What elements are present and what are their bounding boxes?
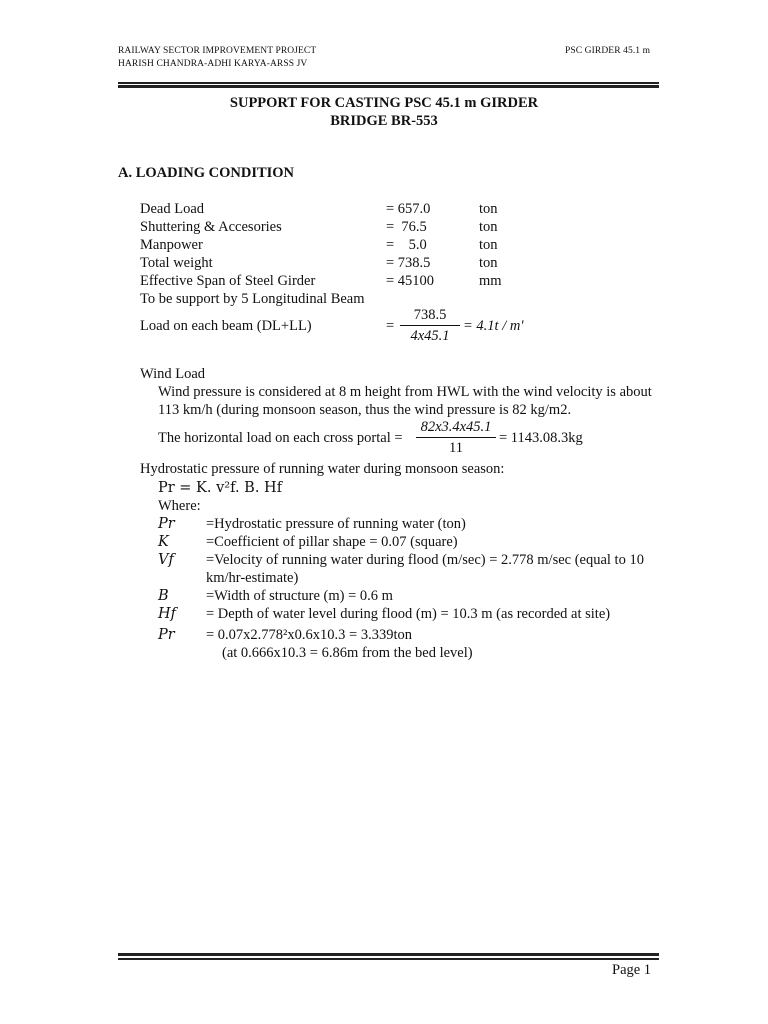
row-value: = 5.0	[386, 237, 427, 253]
row-unit: ton	[479, 219, 498, 235]
def-symbol: K	[158, 534, 169, 550]
hydro-where: Where:	[158, 498, 201, 514]
beam-load-eq: =	[386, 318, 395, 334]
portal-fraction	[416, 419, 496, 457]
def-symbol: Hf	[158, 606, 177, 622]
def-text: =Coefficient of pillar shape = 0.07 (square)	[206, 534, 458, 550]
def-symbol: Pr	[158, 516, 175, 532]
row-unit: mm	[479, 273, 502, 289]
header-org-line1: RAILWAY SECTOR IMPROVEMENT PROJECT	[118, 46, 317, 56]
def-text: = Depth of water level during flood (m) = 10.3 m (as recorded at site)	[206, 606, 611, 622]
wind-line1: Wind pressure is considered at 8 m height from HWL with the wind velocity is about	[158, 384, 652, 400]
def-text: =Velocity of running water during flood (m/sec) = 2.778 m/sec (equal to 10	[206, 552, 644, 568]
row-value: = 45100	[386, 273, 435, 289]
row-label: Total weight	[140, 255, 213, 271]
section-a-heading: A. LOADING CONDITION	[118, 165, 295, 181]
def-text: km/hr-estimate)	[206, 570, 299, 586]
header-rule-thick	[118, 85, 659, 88]
footer-rule-thin	[118, 958, 659, 960]
header-org-line2: HARISH CHANDRA-ADHI KARYA-ARSS JV	[118, 59, 308, 69]
def-text: =Hydrostatic pressure of running water (ton)	[206, 516, 466, 532]
fraction-bar	[400, 325, 460, 326]
row-value: = 76.5	[386, 219, 427, 235]
row-unit: ton	[479, 237, 498, 253]
beam-load-result: = 4.1t / m'	[463, 318, 524, 334]
row-value: = 657.0	[386, 201, 431, 217]
row-unit: ton	[479, 201, 498, 217]
row-label: Manpower	[140, 237, 203, 253]
row-value: = 738.5	[386, 255, 431, 271]
def-symbol: B	[158, 588, 169, 604]
fraction-numerator: 82x3.4x45.1	[420, 419, 492, 435]
row-label: Effective Span of Steel Girder	[140, 273, 316, 289]
def-symbol: Vf	[158, 552, 174, 568]
wind-line2: 113 km/h (during monsoon season, thus the wind pressure is 82 kg/m2.	[158, 402, 572, 418]
portal-result: = 1143.08.3kg	[499, 430, 583, 446]
support-note: To be support by 5 Longitudinal Beam	[140, 291, 365, 307]
fraction-bar	[416, 437, 496, 438]
header-rule-thin	[118, 82, 659, 84]
title-line1: SUPPORT FOR CASTING PSC 45.1 m GIRDER	[229, 95, 539, 111]
def-text: =Width of structure (m) = 0.6 m	[206, 588, 393, 604]
page-number: Page 1	[612, 962, 652, 978]
row-label: Shuttering & Accesories	[140, 219, 282, 235]
hydro-note: (at 0.666x10.3 = 6.86m from the bed level)	[222, 645, 473, 661]
def-text: = 0.07x2.778²x0.6x10.3 = 3.339ton	[206, 627, 412, 643]
fraction-denominator: 11	[449, 440, 463, 456]
title-line2: BRIDGE BR-553	[330, 113, 438, 129]
portal-label: The horizontal load on each cross portal =	[158, 430, 403, 446]
wind-heading: Wind Load	[140, 366, 206, 382]
def-symbol: Pr	[158, 627, 175, 643]
footer-rule-thick	[118, 953, 659, 956]
fraction-numerator: 738.5	[413, 307, 447, 323]
beam-load-label: Load on each beam (DL+LL)	[140, 318, 312, 334]
row-unit: ton	[479, 255, 498, 271]
beam-load-fraction	[400, 307, 460, 345]
header-doc-ref: PSC GIRDER 45.1 m	[565, 46, 651, 56]
hydro-formula: Pr = K. v²f. B. Hf	[158, 480, 283, 496]
row-label: Dead Load	[140, 201, 205, 217]
hydro-heading: Hydrostatic pressure of running water during monsoon season:	[140, 461, 505, 477]
fraction-denominator: 4x45.1	[410, 328, 450, 344]
